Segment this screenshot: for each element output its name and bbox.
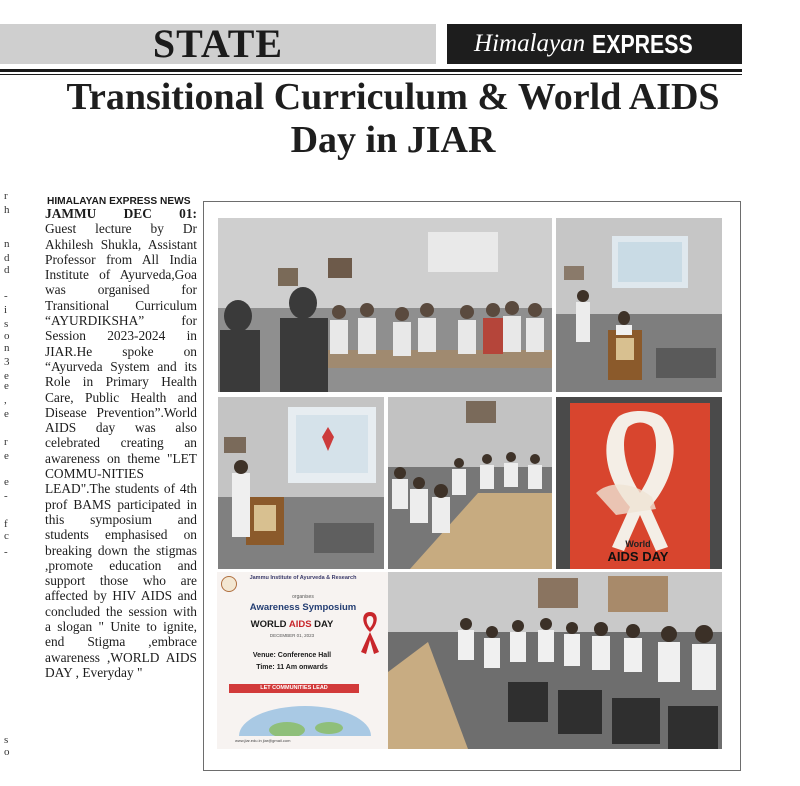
article-body	[45, 206, 197, 680]
byline: HIMALAYAN EXPRESS NEWS	[47, 195, 191, 207]
section-label: STATE	[152, 21, 284, 66]
masthead-rule-thick	[0, 69, 742, 72]
adjacent-column-char: h	[4, 204, 10, 216]
photo-seated-audience	[388, 572, 722, 749]
headline-line-1: Transitional Curriculum & World AIDS	[66, 76, 720, 118]
adjacent-column-char: d	[4, 264, 10, 276]
poster-organises: organises	[292, 594, 314, 600]
adjacent-column-char: -	[4, 546, 8, 558]
artwork-text-world: World	[625, 539, 651, 549]
adjacent-column-char: ,	[4, 394, 7, 406]
adjacent-column-char: -	[4, 290, 8, 302]
photo-lecturer-podium	[556, 218, 722, 392]
photo-students-table	[388, 397, 552, 569]
poster-venue: Venue: Conference Hall	[252, 652, 332, 659]
poster-slogan: LET COMMUNITIES LEAD	[229, 684, 359, 693]
adjacent-column-char: -	[4, 490, 8, 502]
adjacent-column-char: e	[4, 476, 9, 488]
poster-footer: www.jiar.edu.in jiar@gmail.com	[235, 738, 291, 743]
red-ribbon-icon	[357, 610, 383, 654]
dateline: JAMMU DEC 01:	[45, 206, 197, 221]
poster-venue-block	[217, 650, 367, 674]
poster-globe-graphic	[237, 700, 373, 736]
artwork-text-aids-day: AIDS DAY	[607, 549, 669, 564]
adjacent-column-char: n	[4, 238, 10, 250]
poster-date: DECEMBER 01, 2023	[269, 633, 315, 638]
adjacent-column-fragment	[0, 190, 14, 780]
adjacent-column-char: r	[4, 436, 8, 448]
adjacent-column-char: e	[4, 380, 9, 392]
headline-line-2: Day in JIAR	[290, 119, 496, 161]
adjacent-column-char: 3	[4, 356, 10, 368]
poster-event-aids: AIDS	[288, 619, 312, 630]
poster-event-name	[217, 619, 367, 630]
adjacent-column-char: s	[4, 734, 9, 746]
symposium-poster	[217, 572, 389, 749]
adjacent-column-char: c	[4, 530, 9, 542]
masthead-rule-thin	[0, 74, 742, 75]
adjacent-column-char: e	[4, 370, 9, 382]
adjacent-column-char: n	[4, 342, 10, 354]
adjacent-column-char: f	[4, 518, 8, 530]
newspaper-brand	[447, 24, 742, 64]
photo-group-standing	[218, 218, 552, 392]
poster-time: Time: 11 Am onwards	[256, 664, 328, 671]
poster-event-world: WORLD	[250, 619, 287, 630]
article-text: Guest lecture by Dr Akhilesh Shukla, Assistant Professor from All India Institute of Ayurveda,Goa was organised for Transitional Curriculum “AYURDIKSHA” for Session 2023-2024 in JIAR.He spoke on “Ayurveda System and its Role in Primary Health Care, Public Health and Disease Prevention”.World AIDS day was also celebrated creating an awareness on theme "LET COMMU-NITIES LEAD".The students of 4th prof BAMS participated in this symposium and students emphasised on breaking down the stigmas ,promote education and support those who are affected by HIV AIDS and concluded the session with a slogan " Unite to ignite, end Stigma ,embrace awareness ,WORLD AIDS DAY , Everyday "	[45, 221, 197, 680]
article-headline	[30, 76, 756, 162]
adjacent-column-char: r	[4, 190, 8, 202]
brand-name-italic: Himalayan	[474, 30, 586, 57]
poster-event-day: DAY	[314, 619, 334, 630]
photo-speaker-screen	[218, 397, 384, 569]
adjacent-column-char: s	[4, 318, 9, 330]
section-banner	[0, 21, 436, 66]
adjacent-column-char: o	[4, 330, 10, 342]
adjacent-column-char: e	[4, 408, 9, 420]
photo-aids-day-artwork	[556, 397, 722, 569]
adjacent-column-char: i	[4, 304, 8, 316]
adjacent-column-char: e	[4, 450, 9, 462]
brand-name-bold: EXPRESS	[592, 28, 693, 59]
adjacent-column-char: o	[4, 746, 10, 758]
poster-title: Awareness Symposium	[249, 602, 357, 613]
adjacent-column-char: d	[4, 252, 10, 264]
photo-collage	[203, 201, 741, 771]
poster-institute-name: Jammu Institute of Ayurveda & Research	[249, 575, 357, 581]
